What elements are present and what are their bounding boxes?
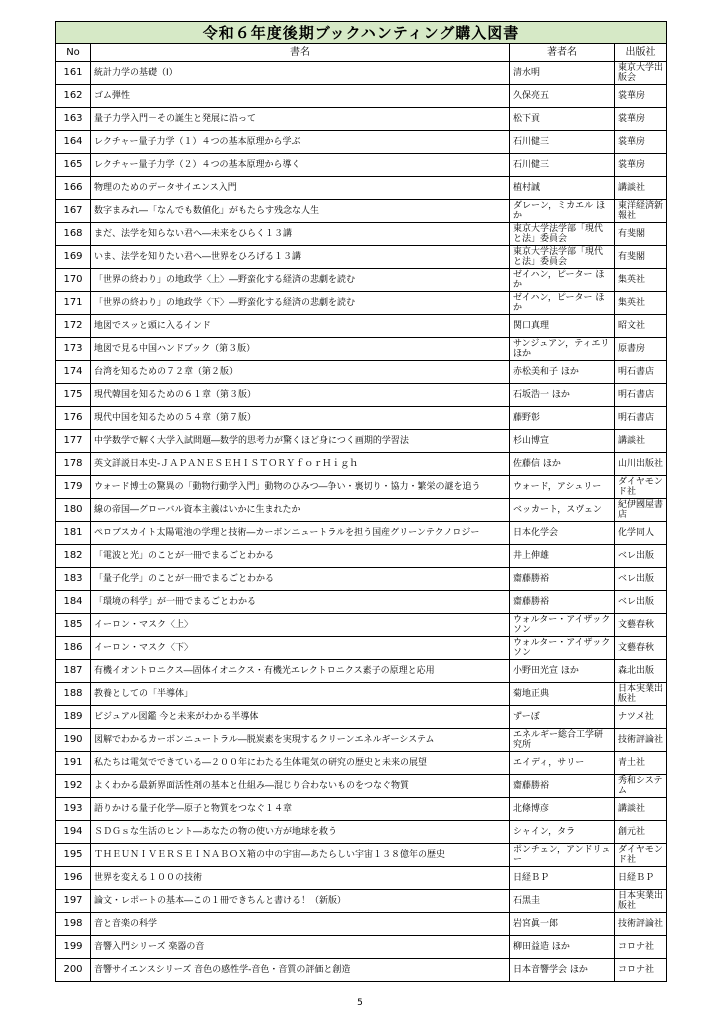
cell-author: 北條博彦 [510,798,615,821]
cell-author: 小野田光宣 ほか [510,660,615,683]
cell-title: ＳＤＧｓな生活のヒント―あなたの物の使い方が地球を救う [91,821,510,844]
table-row [56,246,667,269]
cell-title: 統計力学の基礎（Ⅰ） [91,62,510,85]
cell-no: 187 [56,660,91,683]
cell-publisher: ダイヤモンド社 [615,844,667,867]
cell-publisher: 裳華房 [615,131,667,154]
cell-title: レクチャー量子力学（２）４つの基本原理から導く [91,154,510,177]
cell-publisher: 日本実業出版社 [615,890,667,913]
cell-title: 有機イオントロニクス―固体イオニクス・有機光エレクトロニクス素子の原理と応用 [91,660,510,683]
cell-author: 井上伸雄 [510,545,615,568]
table-row [56,591,667,614]
cell-author: 石黒圭 [510,890,615,913]
cell-author: 石川健三 [510,131,615,154]
cell-publisher: 森北出版 [615,660,667,683]
cell-title: イーロン・マスク〈下〉 [91,637,510,660]
cell-no: 169 [56,246,91,269]
cell-author: ポンチェン，アンドリュー [510,844,615,867]
table-row [56,890,667,913]
cell-no: 192 [56,775,91,798]
cell-author: 岩宮眞一郎 [510,913,615,936]
cell-publisher: 東京大学出版会 [615,62,667,85]
cell-title: 「電波と光」のことが一冊でまるごとわかる [91,545,510,568]
cell-title: 数字まみれ―「なんでも数値化」がもたらす残念な人生 [91,200,510,223]
cell-author: 佐藤信 ほか [510,453,615,476]
cell-title: ウォード博士の驚異の「動物行動学入門」動物のひみつ―争い・裏切り・協力・繁栄の謎を追う [91,476,510,499]
cell-title: 現代韓国を知るための６１章（第３版） [91,384,510,407]
cell-title: 台湾を知るための７２章（第２版） [91,361,510,384]
cell-author: ウォルター・アイザックソン [510,637,615,660]
cell-no: 174 [56,361,91,384]
cell-author: 松下貢 [510,108,615,131]
cell-author: 久保亮五 [510,85,615,108]
table-row [56,292,667,315]
cell-publisher: 裳華房 [615,154,667,177]
header-row [56,44,667,62]
table-row [56,361,667,384]
cell-publisher: 集英社 [615,269,667,292]
cell-publisher: 東洋経済新報社 [615,200,667,223]
cell-author: 植村誠 [510,177,615,200]
cell-no: 181 [56,522,91,545]
cell-title: 私たちは電気でできている―２００年にわたる生体電気の研究の歴史と未来の展望 [91,752,510,775]
cell-no: 188 [56,683,91,706]
cell-author: ずーぼ [510,706,615,729]
cell-no: 168 [56,223,91,246]
cell-publisher: 秀和システム [615,775,667,798]
cell-title: 中学数学で解く大学入試問題―数学的思考力が驚くほど身につく画期的学習法 [91,430,510,453]
table-row [56,936,667,959]
cell-author: 石川健三 [510,154,615,177]
cell-author: 日経ＢＰ [510,867,615,890]
cell-author: サンジュアン，ティエリ ほか [510,338,615,361]
cell-publisher: 裳華房 [615,108,667,131]
cell-publisher: 文藝春秋 [615,614,667,637]
cell-title: 語りかける量子化学―原子と物質をつなぐ１４章 [91,798,510,821]
cell-author: エイディ，サリー [510,752,615,775]
cell-no: 172 [56,315,91,338]
cell-title: 「量子化学」のことが一冊でまるごとわかる [91,568,510,591]
cell-title: 教養としての「半導体」 [91,683,510,706]
cell-title: まだ、法学を知らない君へ―未来をひらく１３講 [91,223,510,246]
table-row [56,752,667,775]
cell-no: 171 [56,292,91,315]
cell-publisher: 日本実業出版社 [615,683,667,706]
table-row [56,706,667,729]
table-row [56,315,667,338]
cell-no: 167 [56,200,91,223]
cell-title: 地図で見る中国ハンドブック（第３版） [91,338,510,361]
table-row [56,177,667,200]
cell-title: 音響サイエンスシリーズ 音色の感性学‐音色・音質の評価と創造 [91,959,510,982]
table-row [56,338,667,361]
cell-publisher: 明石書店 [615,384,667,407]
cell-title: ペロブスカイト太陽電池の学理と技術―カーボンニュートラルを担う国産グリーンテクノロジー [91,522,510,545]
cell-no: 170 [56,269,91,292]
cell-publisher: 紀伊國屋書店 [615,499,667,522]
table-row [56,453,667,476]
cell-publisher: ナツメ社 [615,706,667,729]
cell-no: 176 [56,407,91,430]
cell-author: 柳田益造 ほか [510,936,615,959]
header-book-title: 書名 [91,44,510,62]
cell-title: 現代中国を知るための５４章（第７版） [91,407,510,430]
cell-no: 190 [56,729,91,752]
table-row [56,131,667,154]
cell-title: 量子力学入門－その誕生と発展に沿って [91,108,510,131]
cell-no: 165 [56,154,91,177]
header-no: No [56,44,91,62]
table-row [56,62,667,85]
cell-publisher: 講談社 [615,430,667,453]
cell-author: 杉山博宣 [510,430,615,453]
cell-author: ウォード，アシュリー [510,476,615,499]
table-row [56,683,667,706]
cell-publisher: 明石書店 [615,361,667,384]
cell-no: 175 [56,384,91,407]
cell-title: ゴム弾性 [91,85,510,108]
table-row [56,959,667,982]
cell-author: 齋藤勝裕 [510,775,615,798]
cell-publisher: 明石書店 [615,407,667,430]
cell-publisher: 有斐閣 [615,246,667,269]
cell-publisher: 文藝春秋 [615,637,667,660]
cell-no: 164 [56,131,91,154]
cell-publisher: 昭文社 [615,315,667,338]
cell-publisher: ベレ出版 [615,568,667,591]
cell-author: 日本化学会 [510,522,615,545]
cell-publisher: 青土社 [615,752,667,775]
page-number: 5 [357,998,363,1008]
cell-publisher: 講談社 [615,177,667,200]
table-row [56,499,667,522]
cell-publisher: 裳華房 [615,85,667,108]
table-row [56,200,667,223]
cell-publisher: ベレ出版 [615,545,667,568]
cell-author: 赤松美和子 ほか [510,361,615,384]
table-row [56,844,667,867]
cell-author: 菊地正典 [510,683,615,706]
cell-author: 日本音響学会 ほか [510,959,615,982]
cell-publisher: 化学同人 [615,522,667,545]
cell-no: 184 [56,591,91,614]
cell-title: 地図でスッと頭に入るインド [91,315,510,338]
cell-author: シャイン，タラ [510,821,615,844]
cell-publisher: ベレ出版 [615,591,667,614]
cell-title: レクチャー量子力学（１）４つの基本原理から学ぶ [91,131,510,154]
cell-no: 200 [56,959,91,982]
table-row [56,269,667,292]
cell-no: 178 [56,453,91,476]
table-row [56,568,667,591]
cell-title: 英文詳説日本史‐ＪＡＰＡＮＥＳＥＨＩＳＴＯＲＹｆｏｒＨｉｇｈ [91,453,510,476]
cell-publisher: ダイヤモンド社 [615,476,667,499]
cell-no: 186 [56,637,91,660]
cell-publisher: 日経ＢＰ [615,867,667,890]
cell-author: ゼイハン，ピーター ほか [510,269,615,292]
table-row [56,729,667,752]
table-row [56,775,667,798]
cell-title: 世界を変える１００の技術 [91,867,510,890]
cell-no: 185 [56,614,91,637]
table-row [56,614,667,637]
table-row [56,522,667,545]
header-author: 著者名 [510,44,615,62]
table-row [56,384,667,407]
cell-no: 182 [56,545,91,568]
cell-title: 「世界の終わり」の地政学〈下〉―野蛮化する経済の悲劇を読む [91,292,510,315]
cell-author: ベッカート，スヴェン [510,499,615,522]
cell-no: 161 [56,62,91,85]
cell-publisher: 原書房 [615,338,667,361]
cell-title: 物理のためのデータサイエンス入門 [91,177,510,200]
cell-no: 162 [56,85,91,108]
cell-title: ＴＨＥＵＮＩＶＥＲＳＥＩＮＡＢＯＸ箱の中の宇宙―あたらしい宇宙１３８億年の歴史 [91,844,510,867]
cell-no: 166 [56,177,91,200]
cell-no: 191 [56,752,91,775]
cell-author: 石坂浩一 ほか [510,384,615,407]
cell-author: ウォルター・アイザックソン [510,614,615,637]
cell-title: 線の帝国―グローバル資本主義はいかに生まれたか [91,499,510,522]
cell-title: イーロン・マスク〈上〉 [91,614,510,637]
cell-publisher: 創元社 [615,821,667,844]
cell-author: 齋藤勝裕 [510,568,615,591]
cell-publisher: 技術評論社 [615,913,667,936]
table-row [56,223,667,246]
cell-author: 東京大学法学部「現代と法」委員会 [510,223,615,246]
table-row [56,108,667,131]
cell-title: 音と音楽の科学 [91,913,510,936]
header-publisher: 出版社 [615,44,667,62]
table-row [56,407,667,430]
cell-publisher: 山川出版社 [615,453,667,476]
cell-author: 東京大学法学部「現代と法」委員会 [510,246,615,269]
cell-publisher: 技術評論社 [615,729,667,752]
cell-publisher: コロナ社 [615,936,667,959]
cell-no: 197 [56,890,91,913]
cell-publisher: 講談社 [615,798,667,821]
cell-title: 「環境の科学」が一冊でまるごとわかる [91,591,510,614]
cell-title: 「世界の終わり」の地政学〈上〉―野蛮化する経済の悲劇を読む [91,269,510,292]
cell-author: エネルギー総合工学研究所 [510,729,615,752]
table-row [56,660,667,683]
table-row [56,545,667,568]
cell-author: 関口真理 [510,315,615,338]
cell-no: 179 [56,476,91,499]
table-row [56,821,667,844]
cell-publisher: 有斐閣 [615,223,667,246]
cell-author: 清水明 [510,62,615,85]
cell-author: 齋藤勝裕 [510,591,615,614]
cell-title: よくわかる最新界面活性剤の基本と仕組み―混じり合わないものをつなぐ物質 [91,775,510,798]
book-list-sheet [55,21,666,982]
table-row [56,867,667,890]
cell-no: 199 [56,936,91,959]
cell-no: 173 [56,338,91,361]
table-row [56,913,667,936]
cell-no: 198 [56,913,91,936]
cell-no: 196 [56,867,91,890]
cell-author: 藤野彰 [510,407,615,430]
cell-publisher: 集英社 [615,292,667,315]
table-row [56,430,667,453]
cell-title: 図解でわかるカーボンニュートラル―脱炭素を実現するクリーンエネルギーシステム [91,729,510,752]
title-row [56,22,667,44]
cell-no: 193 [56,798,91,821]
book-table [55,21,667,982]
cell-title: いま、法学を知りたい君へ―世界をひろげる１３講 [91,246,510,269]
cell-author: ゼイハン，ピーター ほか [510,292,615,315]
cell-author: ダレーン，ミカエル ほか [510,200,615,223]
table-row [56,85,667,108]
table-row [56,798,667,821]
cell-no: 194 [56,821,91,844]
cell-no: 180 [56,499,91,522]
table-row [56,476,667,499]
cell-publisher: コロナ社 [615,959,667,982]
cell-title: ビジュアル図鑑 今と未来がわかる半導体 [91,706,510,729]
cell-title: 論文・レポートの基本―この１冊できちんと書ける！（新版） [91,890,510,913]
cell-no: 189 [56,706,91,729]
cell-title: 音響入門シリーズ 楽器の音 [91,936,510,959]
table-row [56,154,667,177]
cell-no: 195 [56,844,91,867]
cell-no: 163 [56,108,91,131]
cell-no: 177 [56,430,91,453]
cell-no: 183 [56,568,91,591]
document-title: 令和６年度後期ブックハンティング購入図書 [56,22,667,44]
table-row [56,637,667,660]
